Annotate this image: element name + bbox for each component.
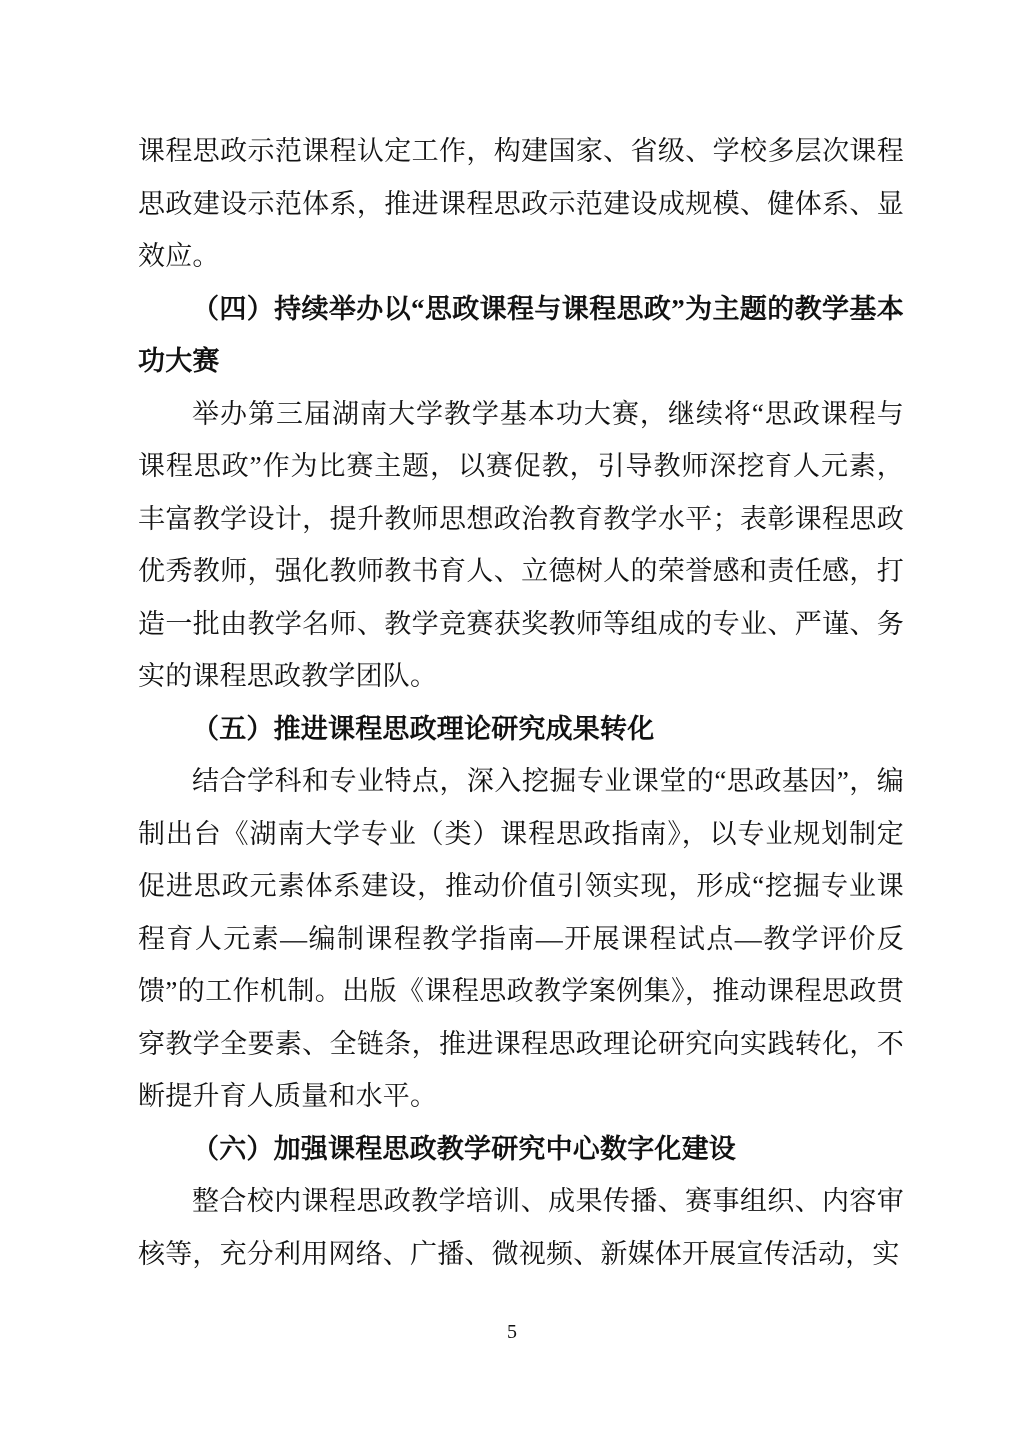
body-paragraph: 举办第三届湖南大学教学基本功大赛，继续将“思政课程与课程思政”作为比赛主题，以赛促教，引导教师深挖育人元素，丰富教学设计，提升教师思想政治教育教学水平；表彰课程思政优秀教师，强化教师教书育人、立德树人的荣誉感和责任感，打造一批由教学名师、教学竞赛获奖教师等组成的专业、严谨、务实的课程思政教学团队。 (138, 398, 904, 691)
page-number: 5 (507, 1321, 517, 1343)
document-body (138, 125, 904, 1280)
body-paragraph: 整合校内课程思政教学培训、成果传播、赛事组织、内容审核等，充分利用网络、广播、微视频、新媒体开展宣传活动，实 (138, 1186, 904, 1269)
section-heading: （六）加强课程思政教学研究中心数字化建设 (192, 1133, 736, 1164)
body-paragraph: 结合学科和专业特点，深入挖掘专业课堂的“思政基因”，编制出台《湖南大学专业（类）课程思政指南》，以专业规划制定促进思政元素体系建设，推动价值引领实现，形成“挖掘专业课程育人元素—编制课程教学指南—开展课程试点—教学评价反馈”的工作机制。出版《课程思政教学案例集》，推动课程思政贯穿教学全要素、全链条，推进课程思政理论研究向实践转化，不断提升育人质量和水平。 (138, 766, 904, 1111)
section-heading: （五）推进课程思政理论研究成果转化 (192, 713, 655, 744)
body-paragraph: 课程思政示范课程认定工作，构建国家、省级、学校多层次课程思政建设示范体系，推进课程思政示范建设成规模、健体系、显效应。 (138, 136, 904, 271)
section-heading: （四）持续举办以“思政课程与课程思政”为主题的教学基本功大赛 (138, 293, 904, 376)
